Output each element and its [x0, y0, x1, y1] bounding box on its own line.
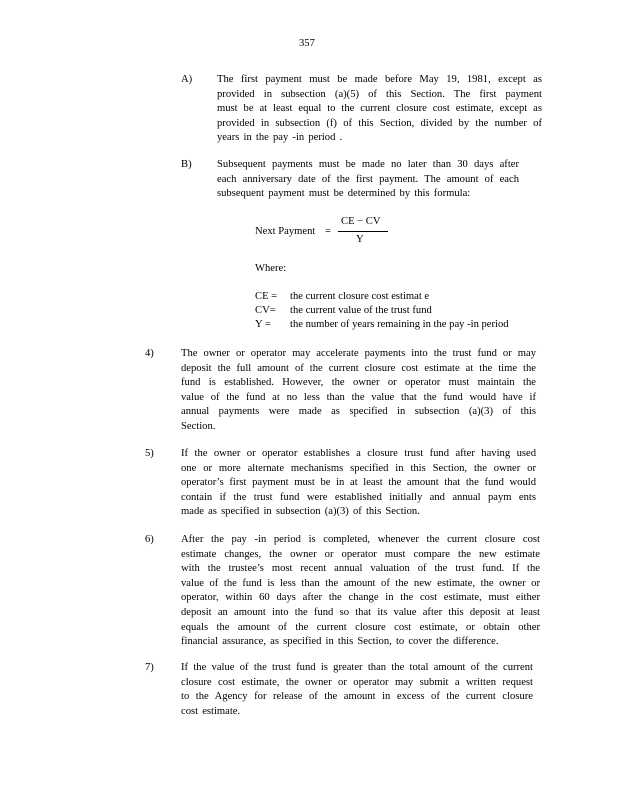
definition-term: CE = — [255, 291, 278, 302]
item-b-line: subsequent payment must be determined by this formula: — [217, 188, 471, 200]
formula-numerator: CE − CV — [341, 216, 381, 227]
item-6-line: financial assurance, as specified in this Section, to cover the difference. — [181, 636, 499, 648]
item-6-line: equals the amount of the current closure cost estimate, or obtain other — [181, 621, 540, 633]
item-7-line: cost estimate. — [181, 705, 241, 717]
item-a-label: A) — [181, 74, 193, 85]
item-6-line: with the trustee’s most recent annual valuation of the trust fund. If the — [181, 563, 540, 575]
item-5-label: 5) — [145, 448, 154, 459]
where-label: Where: — [255, 263, 287, 274]
item-7-line: to the Agency for release of the amount in excess of the current closure — [181, 691, 533, 703]
definition-desc: the number of years remaining in the pay -in period — [290, 319, 509, 330]
item-6-line: operator, within 60 days after the change in the cost estimate, must either — [181, 592, 540, 604]
item-7-line: If the value of the trust fund is greater than the total amount of the current — [181, 662, 533, 673]
item-6-line: value of the fund is less than the amount of the new estimate, the owner or — [181, 577, 540, 589]
item-5-line: contain if the trust fund were established initially and annual paym ents — [181, 491, 536, 503]
item-5-text — [181, 447, 536, 520]
item-4-text — [181, 347, 536, 435]
item-4-line: annual payments were made as specified in subsection (a)(3) of this — [181, 406, 536, 418]
definition-term: CV= — [255, 305, 276, 316]
item-a-line: years in the pay -in period . — [217, 132, 343, 144]
formula-lhs: Next Payment — [255, 226, 316, 237]
item-5-line: made as specified in subsection (a)(3) of this Section. — [181, 506, 420, 518]
item-5-line: one or more alternate mechanisms specified in this Section, the owner or — [181, 462, 536, 474]
definition-term: Y = — [255, 319, 271, 330]
item-a-line: must be at least equal to the current closure cost estimate, except as — [217, 103, 542, 115]
item-b-text — [217, 158, 519, 202]
item-7-line: closure cost estimate, the owner or operator may submit a written request — [181, 676, 533, 688]
item-a-text — [217, 73, 542, 146]
item-6-label: 6) — [145, 534, 154, 545]
item-6-line: After the pay -in period is completed, whenever the current closure cost — [181, 534, 540, 545]
item-b-line: each anniversary date of the first payment. The amount of each — [217, 173, 519, 185]
item-a-line: The first payment must be made before May 19, 1981, except as — [217, 74, 542, 85]
formula-denominator: Y — [356, 234, 364, 245]
item-5-line: If the owner or operator establishes a closure trust fund after having used — [181, 448, 536, 459]
item-a-line: provided in subsection (f) of this Section, divided by the number of — [217, 117, 542, 129]
definition-desc: the current value of the trust fund — [290, 305, 432, 316]
item-4-line: The owner or operator may accelerate payments into the trust fund or may — [181, 348, 536, 359]
item-6-text — [181, 533, 540, 650]
page-number: 357 — [299, 38, 315, 49]
item-6-line: deposit an amount into the fund so that its value after this deposit at least — [181, 606, 540, 618]
item-7-label: 7) — [145, 662, 154, 673]
definition-desc: the current closure cost estimat e — [290, 291, 430, 302]
item-4-line: Section. — [181, 420, 216, 432]
formula-equals: = — [325, 226, 331, 237]
fraction-bar — [338, 231, 388, 232]
item-4-line: deposit the full amount of the current closure cost estimate at the time the — [181, 362, 536, 374]
item-4-line: value of the fund at no less than the value that the fund would have if — [181, 391, 536, 403]
item-4-line: fund is established. However, the owner or operator must maintain the — [181, 377, 536, 389]
item-5-line: operator’s first payment must be in at least the amount that the fund would — [181, 477, 536, 489]
item-b-label: B) — [181, 159, 192, 170]
item-a-line: provided in subsection (a)(5) of this Section. The first payment — [217, 88, 542, 100]
item-4-label: 4) — [145, 348, 154, 359]
item-7-text — [181, 661, 533, 719]
item-6-line: estimate changes, the owner or operator must compare the new estimate — [181, 548, 540, 560]
item-b-line: Subsequent payments must be made no later than 30 days after — [217, 159, 519, 170]
